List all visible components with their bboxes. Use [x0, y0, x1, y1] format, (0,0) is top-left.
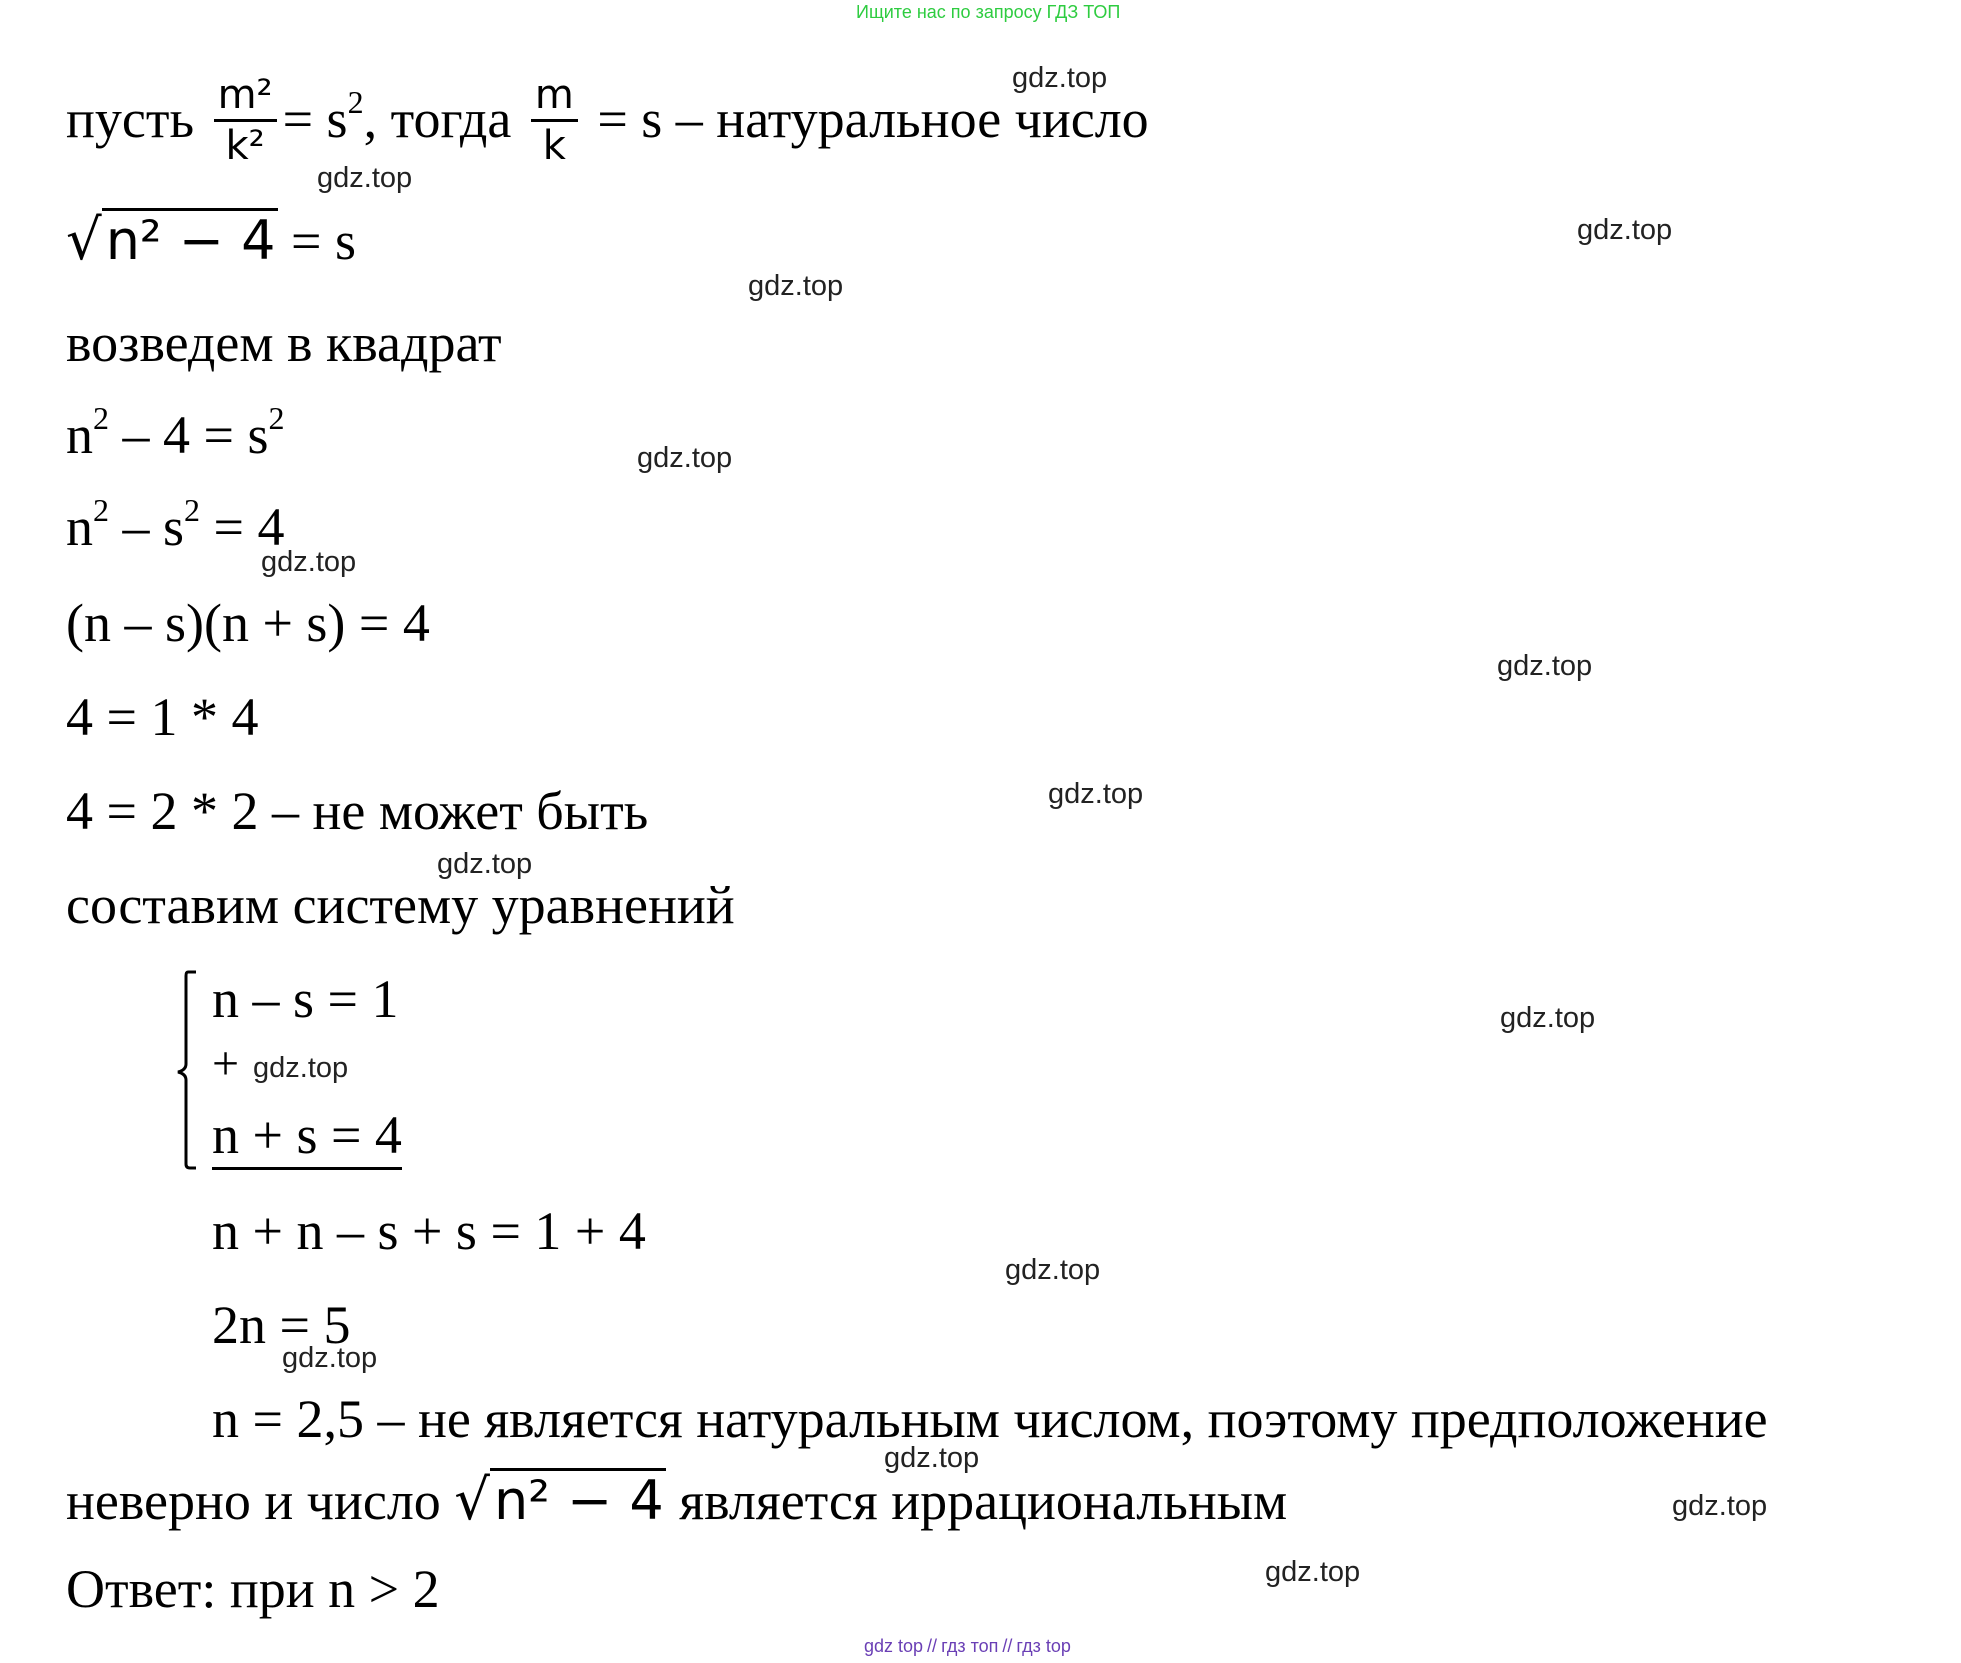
line-13	[66, 1468, 1288, 1533]
line-5-a: n	[66, 497, 93, 557]
line-1-suffix: = s – натуральное число	[597, 88, 1149, 149]
header-search-link[interactable]: Ищите нас по запросу ГДЗ ТОП	[856, 2, 1121, 22]
line-5	[66, 492, 285, 557]
fraction-denominator: k	[542, 123, 566, 169]
line-4-sup-1: 2	[93, 400, 109, 436]
radical-sign-icon: √	[454, 1468, 490, 1533]
line-2	[66, 208, 356, 273]
radicand: n² − 4	[490, 1468, 666, 1530]
footer-separator: //	[1002, 1636, 1013, 1656]
line-13-prefix: неверно и число	[66, 1471, 441, 1531]
watermark: gdz.top	[1265, 1556, 1361, 1588]
radicand: n² − 4	[102, 208, 278, 270]
line-4	[66, 400, 285, 465]
watermark: gdz.top	[253, 1052, 349, 1084]
watermark: gdz.top	[282, 1342, 378, 1374]
line-5-c: = 4	[200, 497, 285, 557]
square-root	[454, 1468, 666, 1533]
fraction-m2-k2	[214, 74, 277, 167]
line-1-mid: , тогда	[363, 88, 512, 149]
system-plus-sign: +	[212, 1037, 240, 1090]
watermark: gdz.top	[1005, 1254, 1101, 1286]
footer-separator: //	[927, 1636, 938, 1656]
watermark: gdz.top	[437, 848, 533, 880]
footer-link-gdz-top[interactable]: gdz top	[864, 1636, 924, 1656]
line-1-prefix: пусть	[66, 88, 195, 149]
watermark: gdz.top	[317, 162, 413, 194]
footer-link-gdz-top-mixed[interactable]: гдз top	[1016, 1636, 1071, 1656]
line-5-b: – s	[109, 497, 185, 557]
line-4-a: n	[66, 405, 93, 465]
radical-sign-icon: √	[66, 208, 102, 273]
footer-links	[864, 1636, 1071, 1657]
line-2-suffix: = s	[291, 211, 356, 271]
system-equation-2	[212, 1105, 402, 1165]
line-5-sup-1: 2	[93, 492, 109, 528]
line-11: 2n = 5	[212, 1295, 351, 1355]
line-4-sup-2: 2	[268, 400, 285, 436]
line-4-b: – 4 = s	[109, 405, 269, 465]
footer-link-gdz-top-cyrillic[interactable]: гдз топ	[941, 1636, 999, 1656]
line-1-superscript: 2	[347, 83, 364, 120]
line-1-eq: = s	[282, 88, 348, 149]
fraction-numerator: m²	[214, 74, 277, 122]
line-1	[66, 72, 1149, 171]
system-equation-2-text: n + s = 4	[212, 1105, 402, 1170]
fraction-numerator: m	[531, 74, 578, 122]
square-root	[66, 208, 278, 273]
watermark: gdz.top	[637, 442, 733, 474]
line-9: составим систему уравнений	[66, 875, 735, 935]
line-7: 4 = 1 * 4	[66, 687, 259, 747]
watermark: gdz.top	[748, 270, 844, 302]
answer-line: Ответ: при n > 2	[66, 1559, 440, 1619]
watermark: gdz.top	[1577, 214, 1673, 246]
watermark: gdz.top	[1672, 1490, 1768, 1522]
line-3: возведем в квадрат	[66, 313, 502, 373]
line-5-sup-2: 2	[184, 492, 201, 528]
line-6: (n – s)(n + s) = 4	[66, 593, 430, 653]
watermark: gdz.top	[261, 546, 357, 578]
system-equation-1: n – s = 1	[212, 969, 399, 1029]
watermark: gdz.top	[1048, 778, 1144, 810]
watermark: gdz.top	[884, 1442, 980, 1474]
line-12: n = 2,5 – не является натуральным числом, поэтому предположение	[212, 1389, 1768, 1449]
watermark: gdz.top	[1012, 62, 1108, 94]
line-8: 4 = 2 * 2 – не может быть	[66, 781, 649, 841]
line-10: n + n – s + s = 1 + 4	[212, 1201, 646, 1261]
watermark: gdz.top	[1497, 650, 1593, 682]
line-13-suffix: является иррациональным	[679, 1471, 1288, 1531]
system-brace-icon	[170, 970, 200, 1170]
fraction-m-k	[531, 74, 578, 167]
watermark: gdz.top	[1500, 1002, 1596, 1034]
fraction-denominator: k²	[225, 123, 265, 169]
